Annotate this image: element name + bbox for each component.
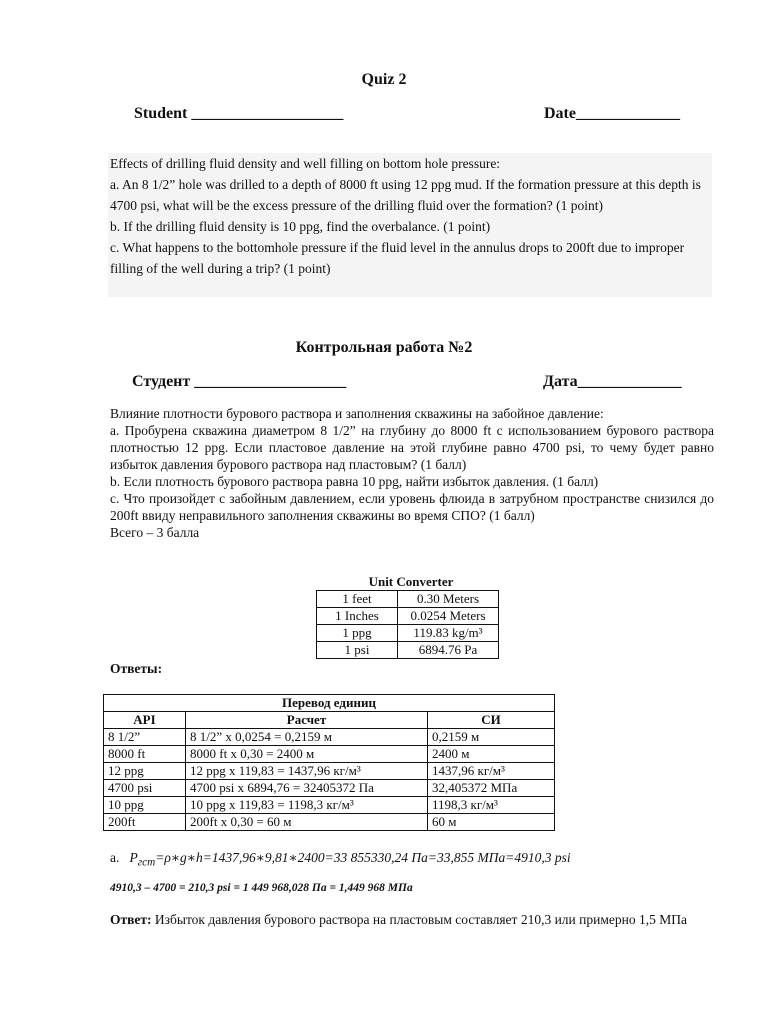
table-cell: 1437,96 кг/м³ bbox=[428, 763, 555, 780]
final-answer-text: Избыток давления бурового раствора на пластовым составляет 210,3 или примерно 1,5 МПа bbox=[151, 912, 687, 927]
russian-questions bbox=[110, 405, 714, 541]
date-field-label-ru: Дата_____________ bbox=[543, 373, 682, 390]
table-header-row bbox=[104, 712, 555, 729]
table-cell: 10 ppg bbox=[104, 797, 186, 814]
student-field-label: Student ___________________ bbox=[134, 105, 344, 122]
table-cell: 1198,3 кг/м³ bbox=[428, 797, 555, 814]
table-cell: 2400 м bbox=[428, 746, 555, 763]
table-cell: 0.30 Meters bbox=[398, 591, 499, 608]
table-cell: 4700 psi bbox=[104, 780, 186, 797]
table-cell: 0,2159 м bbox=[428, 729, 555, 746]
column-header-api: API bbox=[104, 712, 186, 729]
control-work-title: Контрольная работа №2 bbox=[295, 339, 473, 356]
formula-prefix: a. bbox=[110, 850, 120, 865]
unit-conversion-table bbox=[103, 694, 555, 831]
unit-converter-table bbox=[316, 590, 499, 659]
russian-intro: Влияние плотности бурового раствора и заполнения скважины на забойное давление: bbox=[110, 406, 604, 421]
table-row bbox=[317, 591, 499, 608]
unit-converter-caption: Unit Converter bbox=[368, 574, 454, 589]
table-cell: 12 ppg х 119,83 = 1437,96 кг/м³ bbox=[186, 763, 428, 780]
table-cell: 4700 psi х 6894,76 = 32405372 Па bbox=[186, 780, 428, 797]
table-row bbox=[104, 763, 555, 780]
final-answer-label: Ответ: bbox=[110, 912, 152, 927]
table-cell: 8000 ft bbox=[104, 746, 186, 763]
table-cell: 119.83 kg/m³ bbox=[398, 625, 499, 642]
russian-question-c: c. Что произойдет с забойным давлением, если уровень флюида в затрубном пространстве снизился до 200ft ввиду неправильного заполнения скважины во время СПО? (1 балл) bbox=[110, 491, 714, 523]
pressure-formula bbox=[110, 850, 571, 869]
table-row bbox=[104, 729, 555, 746]
column-header-calc: Расчет bbox=[186, 712, 428, 729]
english-intro: Effects of drilling fluid density and well filling on bottom hole pressure: bbox=[110, 156, 501, 171]
russian-question-a: a. Пробурена скважина диаметром 8 1/2” на глубину до 8000 ft с использованием бурового раствора плотностью 12 ppg. Если пластовое давление на этой глубине равно 4700 psi, то чему будет равно избыток давления бурового раствора над пластовым? (1 балл) bbox=[110, 423, 714, 472]
table-cell: 10 ppg х 119,83 = 1198,3 кг/м³ bbox=[186, 797, 428, 814]
english-question-c: c. What happens to the bottomhole pressure if the fluid level in the annulus drops to 200ft due to improper filling of the well during a trip? (1 point) bbox=[110, 240, 685, 276]
table-cell: 200ft bbox=[104, 814, 186, 831]
table-cell: 1 ppg bbox=[317, 625, 398, 642]
table-cell: 8 1/2” х 0,0254 = 0,2159 м bbox=[186, 729, 428, 746]
english-question-b: b. If the drilling fluid density is 10 ppg, find the overbalance. (1 point) bbox=[110, 219, 491, 234]
table-cell: 6894.76 Pa bbox=[398, 642, 499, 659]
formula-rhs: =ρ∗g∗h=1437,96∗9,81∗2400=33 855330,24 Па=33,855 МПа=4910,3 psi bbox=[155, 850, 571, 865]
table-cell: 8 1/2” bbox=[104, 729, 186, 746]
table-row bbox=[317, 608, 499, 625]
russian-question-b: b. Если плотность бурового раствора равна 10 ppg, найти избыток давления. (1 балл) bbox=[110, 474, 599, 489]
table-row bbox=[104, 780, 555, 797]
table-cell: 8000 ft х 0,30 = 2400 м bbox=[186, 746, 428, 763]
table-cell: 12 ppg bbox=[104, 763, 186, 780]
column-header-si: СИ bbox=[428, 712, 555, 729]
result-line: 4910,3 – 4700 = 210,3 psi = 1 449 968,028 Па = 1,449 968 МПа bbox=[110, 882, 413, 894]
russian-total: Всего – 3 балла bbox=[110, 525, 200, 540]
table-cell: 32,405372 МПа bbox=[428, 780, 555, 797]
formula-lhs: P bbox=[129, 850, 138, 865]
final-answer bbox=[110, 911, 710, 929]
english-question-a: a. An 8 1/2” hole was drilled to a depth of 8000 ft using 12 ppg mud. If the formation pressure at this depth is 4700 psi, what will be the excess pressure of the drilling fluid over the formation? (1 point) bbox=[110, 177, 701, 213]
table-row bbox=[317, 642, 499, 659]
table-cell: 60 м bbox=[428, 814, 555, 831]
table-cell: 1 feet bbox=[317, 591, 398, 608]
table-cell: 200ft х 0,30 = 60 м bbox=[186, 814, 428, 831]
quiz-title: Quiz 2 bbox=[361, 71, 407, 88]
student-field-label-ru: Студент ___________________ bbox=[132, 373, 347, 390]
formula-lhs-subscript: гст bbox=[137, 856, 156, 869]
answers-label: Ответы: bbox=[110, 661, 163, 676]
table-title-row bbox=[104, 695, 555, 712]
table-cell: 0.0254 Meters bbox=[398, 608, 499, 625]
table-title: Перевод единиц bbox=[104, 695, 555, 712]
table-row bbox=[104, 814, 555, 831]
date-field-label: Date_____________ bbox=[544, 105, 680, 122]
table-row bbox=[104, 797, 555, 814]
table-row bbox=[104, 746, 555, 763]
english-questions bbox=[108, 153, 712, 297]
table-row bbox=[317, 625, 499, 642]
table-cell: 1 psi bbox=[317, 642, 398, 659]
table-cell: 1 Inches bbox=[317, 608, 398, 625]
